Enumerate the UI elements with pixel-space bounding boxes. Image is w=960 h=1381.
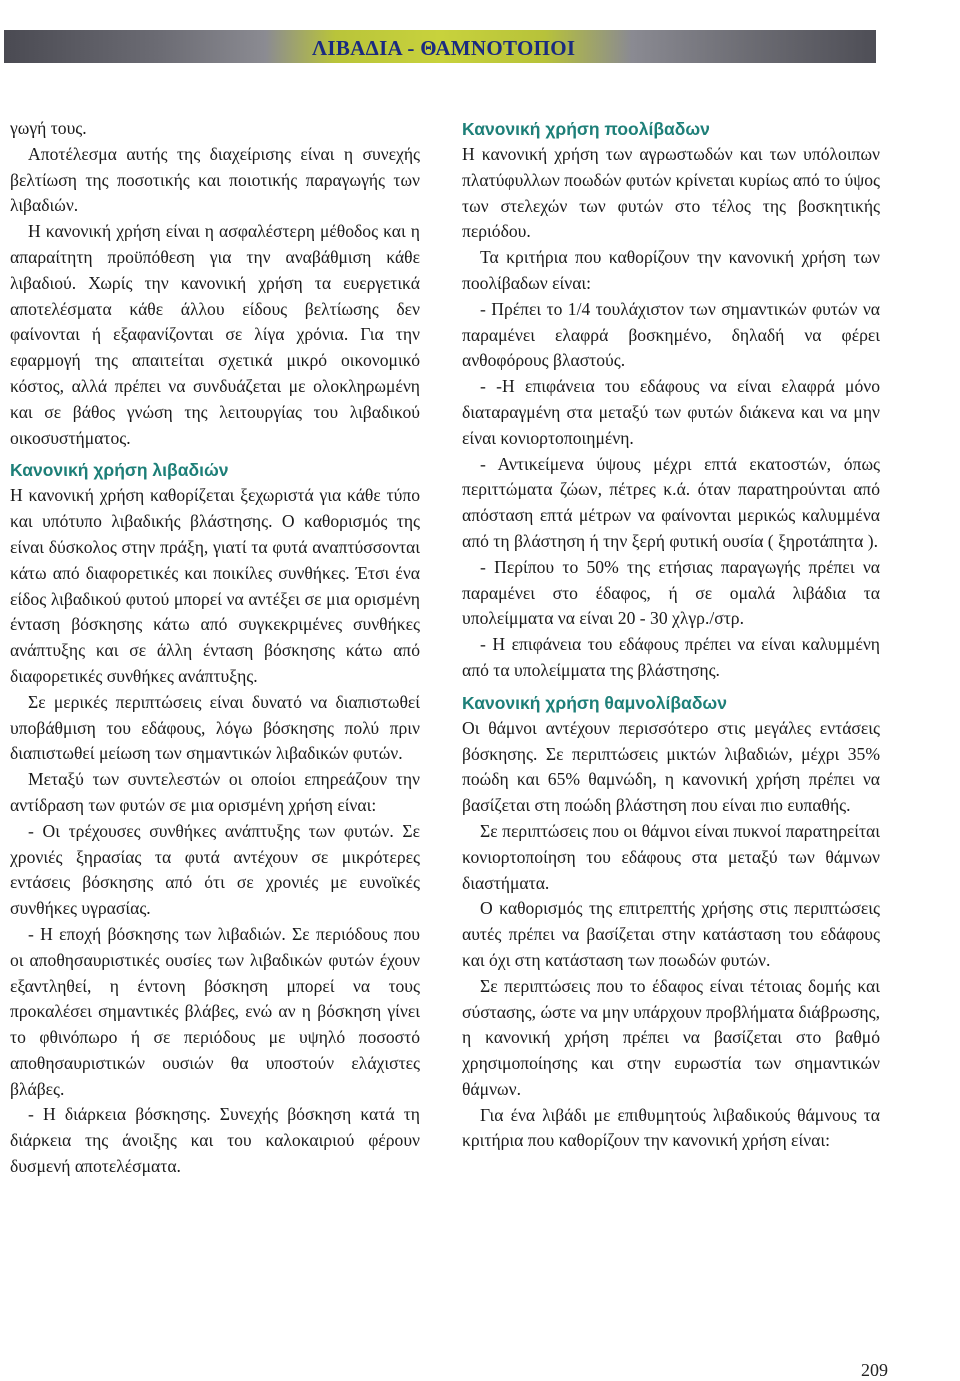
paragraph: Αποτέλεσμα αυτής της διαχείρισης είναι η συνεχής βελτίωση της ποσοτικής και ποιοτικής παραγωγής των λιβαδιών. — [10, 143, 420, 216]
paragraph: Σε περιπτώσεις που οι θάμνοι είναι πυκνοί παρατηρείται κονιορτοποίηση του εδάφους στα μεταξύ των θάμνων διαστήματα. — [462, 820, 880, 893]
paragraph: - Οι τρέχουσες συνθήκες ανάπτυξης των φυτών. Σε χρονιές ξηρασίας τα φυτά αντέχουν σε μικρότερες εντάσεις βόσκησης από ότι σε χρονιές με ευνοϊκές συνθήκες υγρασίας. — [10, 820, 420, 919]
paragraph: Η κανονική χρήση είναι η ασφαλέστερη μέθοδος και η απαραίτητη προϋπόθεση για την αναβάθμιση κάθε λιβαδιού. Χωρίς την κανονική χρήση τα ευεργετικά αποτελέσματα κάθε άλλου είδους βελτίωσης δεν φαίνονται ή εξαφανίζονται σε λίγα χρόνια. Για την εφαρμογή της απαιτείται σχετικά μικρό οικονομικό κόστος, αλλά πρέπει να συνδυάζεται με ολοκληρωμένη και σε βάθος γνώση της λειτουργίας του λιβαδικού οικοσυστήματος. — [10, 221, 420, 448]
paragraph: Οι θάμνοι αντέχουν περισσότερο στις μεγάλες εντάσεις βόσκησης. Σε περιπτώσεις μικτών λιβαδιών, μέχρι 35% ποώδη και 65% θαμνώδη, η κανονική χρήση πρέπει να βασίζεται στη ποώδη βλάστηση που είναι πιο ευπαθής. — [462, 717, 880, 816]
paragraph: Η κανονική χρήση των αγρωστωδών και των υπόλοιπων πλατύφυλλων ποωδών φυτών κρίνεται κυρίως από το ύψος των στελεχών των φυτών στο τέλος της βοσκητικής περιόδου. — [462, 144, 880, 242]
section-heading: Κανονική χρήση ποολίβαδων — [462, 119, 710, 139]
right-column — [462, 116, 880, 1154]
paragraph: Σε περιπτώσεις που το έδαφος είναι τέτοιας δομής και σύστασης, ώστε να μην υπάρχουν προβλήματα διάβρωσης, η κανονική χρήση πρέπει να βασίζεται στο βαθμό χρησιμοποίησης και στην ευρωστία των σημαντικών θάμνων. — [462, 975, 880, 1099]
paragraph: - Η διάρκεια βόσκησης. Συνεχής βόσκηση κατά τη διάρκεια της άνοιξης και του καλοκαιριού φέρουν δυσμενή αποτελέσματα. — [10, 1104, 420, 1177]
paragraph: - Πρέπει το 1/4 τουλάχιστον των σημαντικών φυτών να παραμένει ελαφρά βοσκημένο, δηλαδή να φέρει ανθοφόρους βλαστούς. — [462, 298, 880, 371]
left-column — [10, 116, 420, 1180]
paragraph: - -Η επιφάνεια του εδάφους να είναι ελαφρά μόνο διαταραγμένη στα μεταξύ των φυτών διάκενα και να μην είναι κονιορτοποιημένη. — [462, 376, 880, 448]
paragraph: Η κανονική χρήση καθορίζεται ξεχωριστά για κάθε τύπο και υπότυπο λιβαδικής βλάστησης. Ο καθορισμός της είναι δύσκολος στην πράξη, γιατί τα φυτά αναπτύσσονται κάτω από διαφορετικές και ποικίλες συνθήκες. Έτσι ένα είδος λιβαδικού φυτού μπορεί να αντέξει σε μια ορισμένη ένταση βόσκησης κάτω από συγκεκριμένες συνθήκες ανάπτυξης και σε άλλη ένταση βόσκησης κάτω από διαφορετικές συνθήκες ανάπτυξης. — [10, 485, 420, 686]
paragraph: Σε μερικές περιπτώσεις είναι δυνατό να διαπιστωθεί υποβάθμιση του εδάφους, λόγω βόσκησης πολύ πριν διαπιστωθεί μείωση των σημαντικών λιβαδικών φυτών. — [10, 691, 420, 764]
section-heading: Κανονική χρήση λιβαδιών — [10, 460, 229, 481]
paragraph: - Αντικείμενα ύψους μέχρι επτά εκατοστών, όπως περιττώματα ζώων, πέτρες κ.ά. όταν παρατηρούνται από απόσταση επτά μέτρων να φαίνονται μερικώς καλυμμένα από τη βλάστηση ή την ξερή φυτική ουσία ( ξηροτάπητα ). — [462, 453, 880, 551]
paragraph: Ο καθορισμός της επιτρεπτής χρήσης στις περιπτώσεις αυτές πρέπει να βασίζεται στην κατάσταση του εδάφους και όχι στη κατάσταση των ποωδών φυτών. — [462, 898, 880, 970]
page-title: ΛΙΒΑΔΙΑ - ΘΑΜΝΟΤΟΠΟΙ — [312, 36, 576, 60]
section-heading: Κανονική χρήση θαμνολίβαδων — [462, 692, 727, 713]
paragraph: Για ένα λιβάδι με επιθυμητούς λιβαδικούς θάμνους τα κριτήρια που καθορίζουν την κανονική χρήση είναι: — [462, 1104, 880, 1151]
paragraph: Τα κριτήρια που καθορίζουν την κανονική χρήση των ποολίβαδων είναι: — [462, 247, 880, 293]
paragraph: - Περίπου το 50% της ετήσιας παραγωγής πρέπει να παραμένει στο έδαφος, ή σε ομαλά λιβάδια τα υπολείμματα να είναι 20 - 30 χλγρ./στρ. — [462, 556, 880, 629]
paragraph: - Η επιφάνεια του εδάφους πρέπει να είναι καλυμμένη από τα υπολείμματα της βλάστησης. — [462, 634, 880, 680]
page-number: 209 — [861, 1360, 888, 1380]
paragraph: Μεταξύ των συντελεστών οι οποίοι επηρεάζουν την αντίδραση των φυτών σε μια ορισμένη χρήση είναι: — [10, 769, 420, 815]
paragraph: - Η εποχή βόσκησης των λιβαδιών. Σε περιόδους που οι αποθησαυριστικές ουσίες των λιβαδικών φυτών έχουν εξαντληθεί, η έντονη βόσκηση μπορεί να τους προκαλέσει σημαντικές βλάβες, ενώ αν η βόσκηση γίνει το φθινόπωρο ή σε περιόδους με υψηλό ποσοστό αποθησαυριστικών ουσιών θα υποστούν ελάχιστες βλάβες. — [10, 923, 420, 1099]
paragraph: γωγή τους. — [10, 118, 87, 138]
